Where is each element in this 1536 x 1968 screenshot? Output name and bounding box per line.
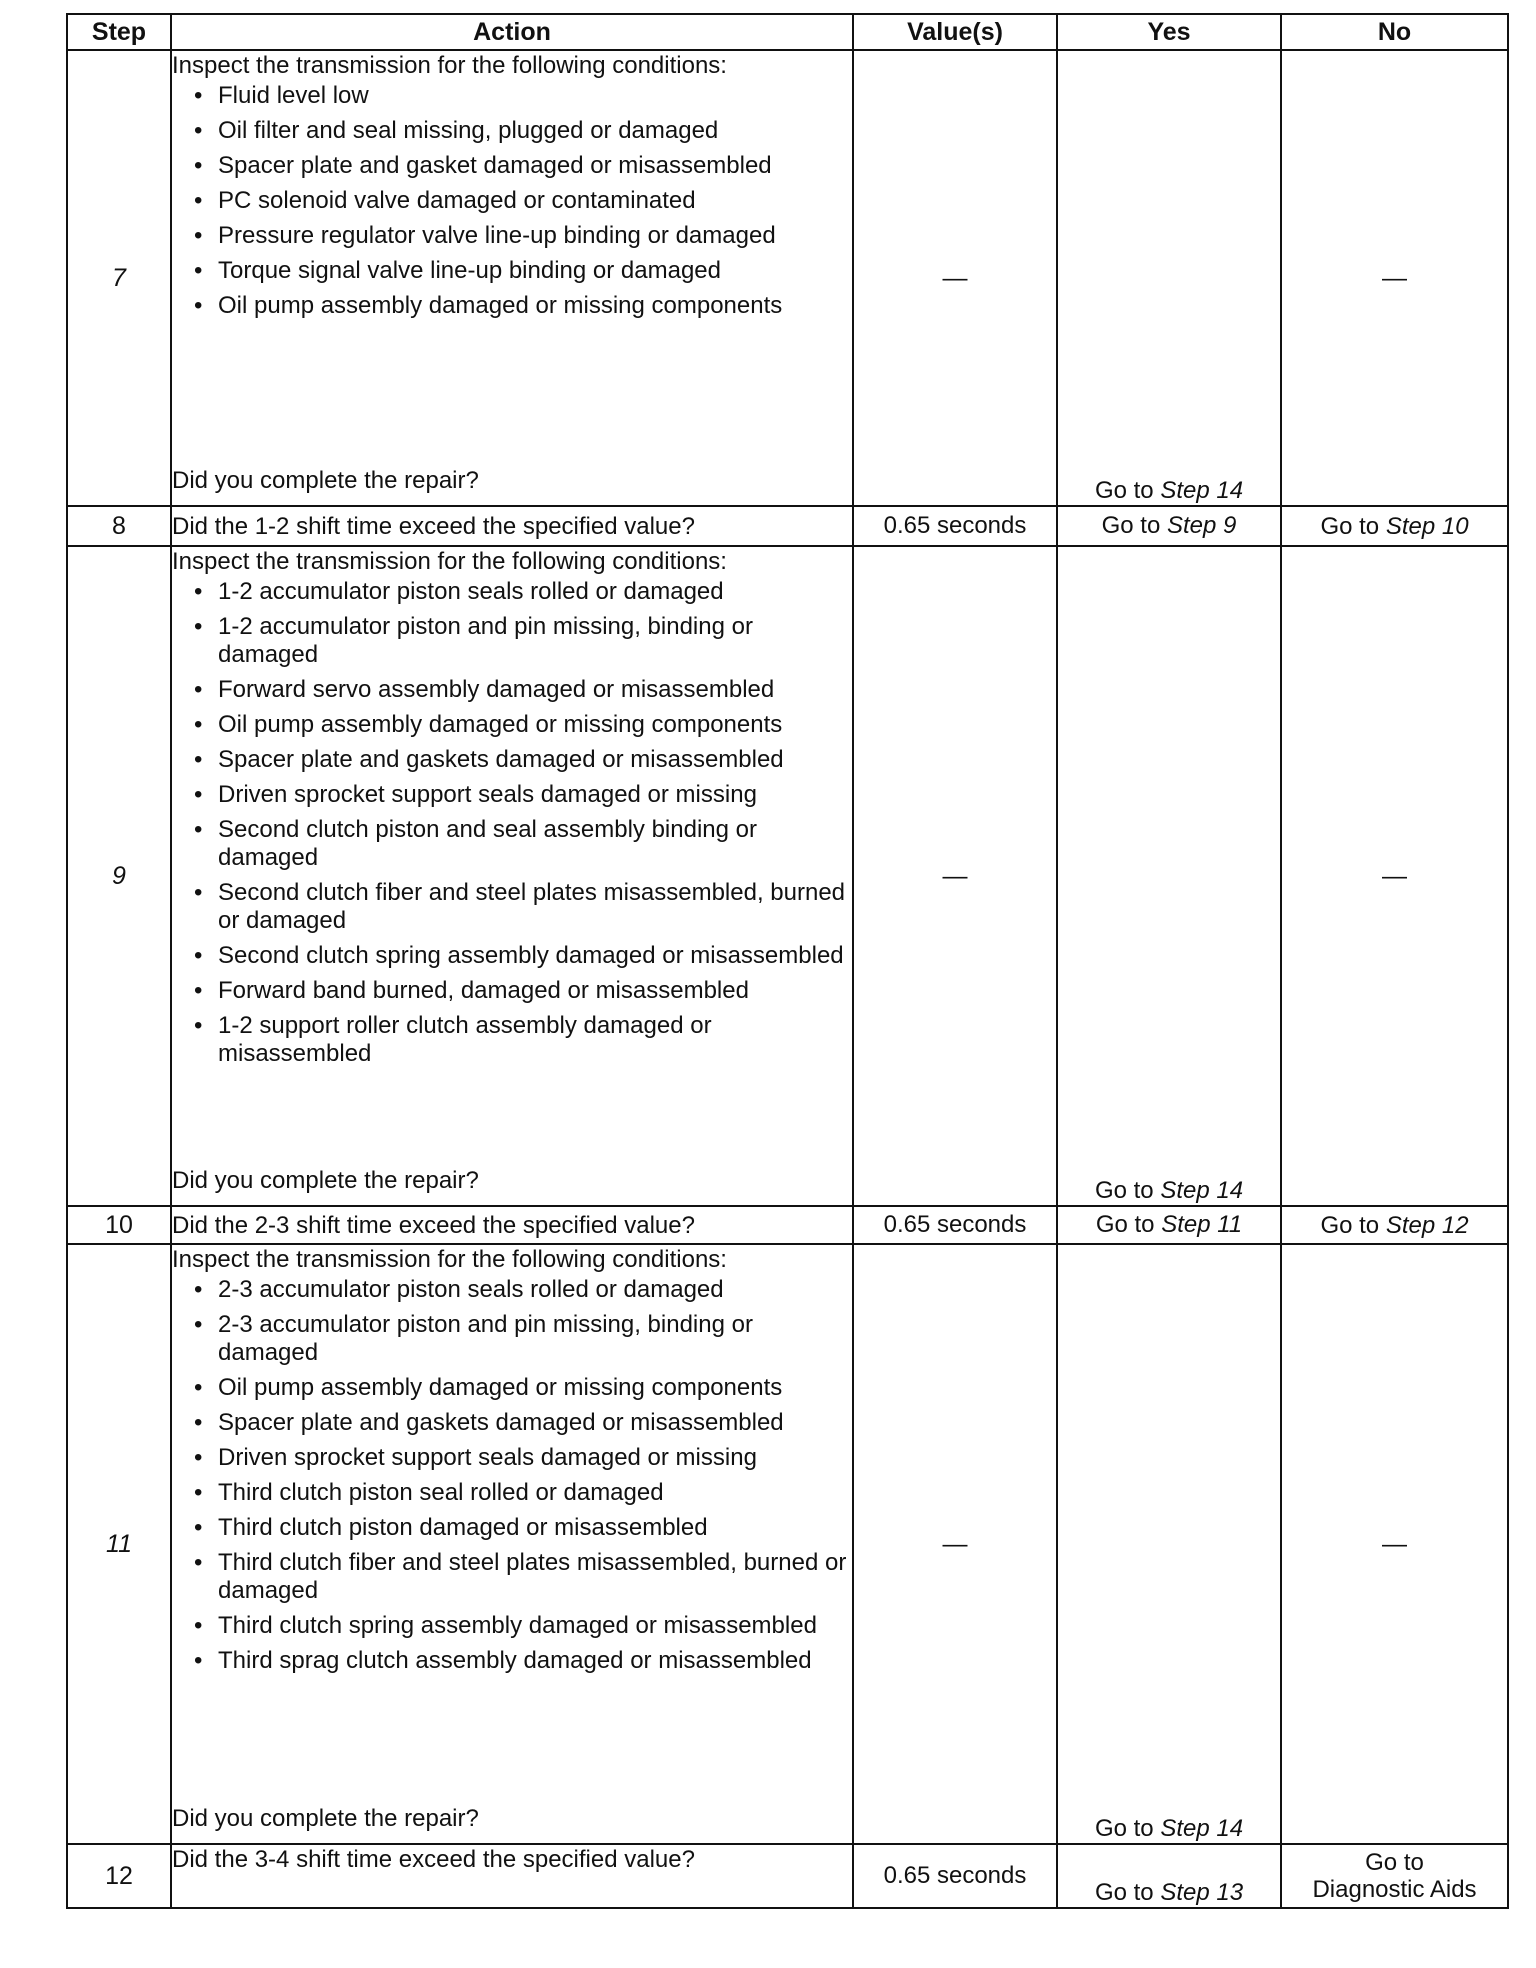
step-number: 10 <box>67 1206 171 1244</box>
condition-list <box>172 578 852 1068</box>
no-cell: — <box>1281 1244 1508 1844</box>
go-to-label: Go to <box>1094 1177 1154 1204</box>
list-item: • Spacer plate and gaskets damaged or misassembled <box>194 746 852 774</box>
list-item: • Third sprag clutch assembly damaged or misassembled <box>194 1647 852 1675</box>
value-cell: — <box>853 50 1057 506</box>
list-item: • 1-2 support roller clutch assembly damaged or misassembled <box>194 1012 852 1068</box>
go-to-label: Go to <box>1094 477 1154 504</box>
list-item: • Third clutch spring assembly damaged or misassembled <box>194 1612 852 1640</box>
list-item: • Oil filter and seal missing, plugged or damaged <box>194 117 852 145</box>
list-item: • Second clutch piston and seal assembly binding or damaged <box>194 816 852 872</box>
step-number: 11 <box>67 1244 171 1844</box>
no-cell: — <box>1281 546 1508 1206</box>
list-item: • 1-2 accumulator piston seals rolled or damaged <box>194 578 852 606</box>
list-item: • Third clutch piston damaged or misassembled <box>194 1514 852 1542</box>
table-row-step-12 <box>67 1844 1508 1908</box>
header-row <box>67 14 1508 50</box>
action-intro: Inspect the transmission for the following conditions: <box>172 52 727 79</box>
no-step-ref: Step 10 <box>1385 512 1469 540</box>
step-number: 9 <box>67 546 171 1206</box>
action-intro: Inspect the transmission for the following conditions: <box>172 1246 727 1273</box>
header-values: Value(s) <box>853 14 1057 50</box>
step-number: 8 <box>67 506 171 546</box>
yes-cell <box>1057 1206 1281 1244</box>
diagnostic-table <box>66 13 1509 1909</box>
list-item: • Driven sprocket support seals damaged or missing <box>194 1444 852 1472</box>
action-question: Did you complete the repair? <box>172 467 479 494</box>
table-row-step-11 <box>67 1244 1508 1844</box>
table-row-step-10 <box>67 1206 1508 1244</box>
header-yes: Yes <box>1057 14 1281 50</box>
yes-cell <box>1057 50 1281 506</box>
no-step-ref: Step 12 <box>1385 1211 1469 1239</box>
value-cell: 0.65 seconds <box>853 1206 1057 1244</box>
list-item: • Pressure regulator valve line-up binding or damaged <box>194 222 852 250</box>
action-cell <box>171 50 853 506</box>
no-cell <box>1281 1844 1508 1908</box>
yes-step-ref: Step 13 <box>1160 1879 1244 1906</box>
yes-cell <box>1057 1244 1281 1844</box>
list-item: • Third clutch fiber and steel plates misassembled, burned or damaged <box>194 1549 852 1605</box>
go-to-label: Go to <box>1094 1879 1154 1906</box>
list-item: • Oil pump assembly damaged or missing components <box>194 292 852 320</box>
list-item: • PC solenoid valve damaged or contaminated <box>194 187 852 215</box>
go-to-label: Go to <box>1320 1211 1380 1239</box>
list-item: • Driven sprocket support seals damaged or missing <box>194 781 852 809</box>
action-cell: Did the 3-4 shift time exceed the specified value? <box>171 1844 853 1908</box>
list-item: • Oil pump assembly damaged or missing components <box>194 1374 852 1402</box>
yes-step-ref: Step 14 <box>1160 1815 1244 1842</box>
list-item: • Third clutch piston seal rolled or damaged <box>194 1479 852 1507</box>
list-item: • Torque signal valve line-up binding or damaged <box>194 257 852 285</box>
action-question: Did you complete the repair? <box>172 1805 479 1832</box>
list-item: • Oil pump assembly damaged or missing components <box>194 711 852 739</box>
list-item: • 2-3 accumulator piston seals rolled or damaged <box>194 1276 852 1304</box>
action-cell <box>171 1244 853 1844</box>
header-action: Action <box>171 14 853 50</box>
list-item: • 2-3 accumulator piston and pin missing, binding or damaged <box>194 1311 852 1367</box>
value-cell: — <box>853 1244 1057 1844</box>
action-intro: Inspect the transmission for the following conditions: <box>172 548 727 575</box>
list-item: • Spacer plate and gaskets damaged or misassembled <box>194 1409 852 1437</box>
header-step: Step <box>67 14 171 50</box>
action-cell: Did the 1-2 shift time exceed the specified value? <box>171 506 853 546</box>
action-question: Did you complete the repair? <box>172 1167 479 1194</box>
yes-step-ref: Step 14 <box>1160 1177 1244 1204</box>
table-row-step-8 <box>67 506 1508 546</box>
go-to-label: Go to <box>1094 1815 1154 1842</box>
no-go-to-label: Go to <box>1365 1849 1424 1876</box>
no-cell <box>1281 506 1508 546</box>
yes-step-ref: Step 11 <box>1161 1211 1243 1238</box>
condition-list <box>172 82 852 320</box>
list-item: • Forward band burned, damaged or misassembled <box>194 977 852 1005</box>
list-item: • Forward servo assembly damaged or misassembled <box>194 676 852 704</box>
yes-step-ref: Step 14 <box>1160 477 1244 504</box>
yes-cell <box>1057 1844 1281 1908</box>
list-item: • Fluid level low <box>194 82 852 110</box>
step-number: 7 <box>67 50 171 506</box>
yes-cell <box>1057 546 1281 1206</box>
go-to-label: Go to <box>1320 512 1380 540</box>
value-cell: — <box>853 546 1057 1206</box>
table-row-step-9 <box>67 546 1508 1206</box>
list-item: • Second clutch spring assembly damaged or misassembled <box>194 942 852 970</box>
list-item: • Second clutch fiber and steel plates misassembled, burned or damaged <box>194 879 852 935</box>
list-item: • Spacer plate and gasket damaged or misassembled <box>194 152 852 180</box>
value-cell: 0.65 seconds <box>853 1844 1057 1908</box>
table-row-step-7 <box>67 50 1508 506</box>
header-no: No <box>1281 14 1508 50</box>
list-item: • 1-2 accumulator piston and pin missing, binding or damaged <box>194 613 852 669</box>
no-cell: — <box>1281 50 1508 506</box>
value-cell: 0.65 seconds <box>853 506 1057 546</box>
go-to-label: Go to <box>1095 1211 1155 1238</box>
action-cell: Did the 2-3 shift time exceed the specified value? <box>171 1206 853 1244</box>
yes-step-ref: Step 9 <box>1166 512 1237 539</box>
step-number: 12 <box>67 1844 171 1908</box>
action-cell <box>171 546 853 1206</box>
no-cell <box>1281 1206 1508 1244</box>
condition-list <box>172 1276 852 1675</box>
yes-cell <box>1057 506 1281 546</box>
go-to-label: Go to <box>1101 512 1161 539</box>
no-diagnostic-aids-ref: Diagnostic Aids <box>1312 1876 1477 1903</box>
